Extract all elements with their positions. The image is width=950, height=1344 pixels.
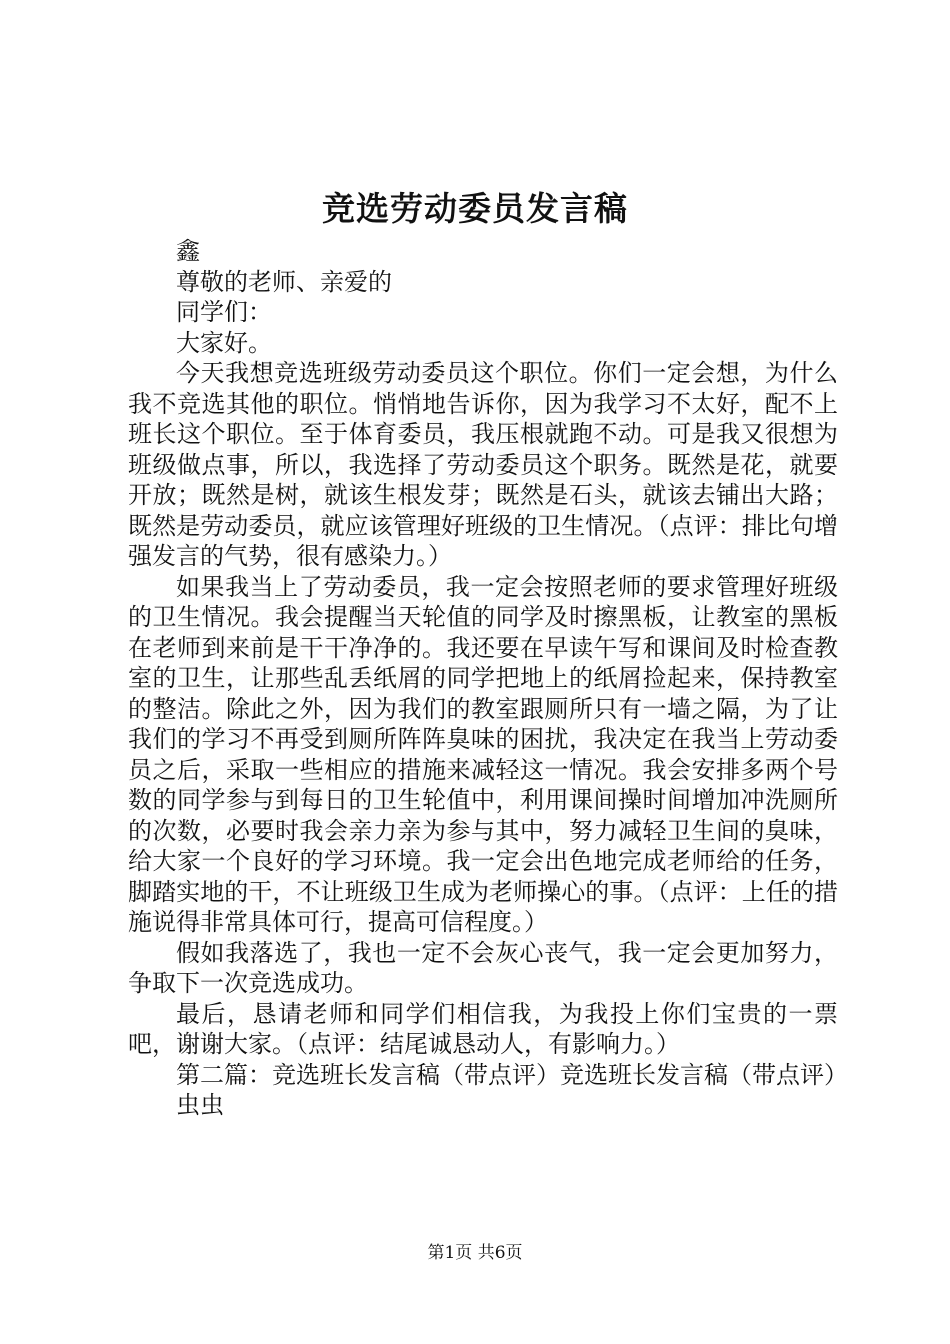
greeting: 大家好。 bbox=[176, 328, 272, 357]
salutation-line-1: 尊敬的老师、亲爱的 bbox=[176, 267, 392, 296]
second-author-name: 虫虫 bbox=[176, 1091, 224, 1119]
section-heading-second: 第二篇：竞选班长发言稿（带点评）竞选班长发言稿（带点评） bbox=[176, 1060, 848, 1089]
paragraph-intro: 今天我想竞选班级劳动委员这个职位。你们一定会想，为什么我不竞选其他的职位。悄悄地告诉你，因为我学习不太好，配不上班长这个职位。至于体育委员，我压根就跑不动。可是我又很想为班级做点事，所以，我选择了劳动委员这个职务。既然是花，就要开放；既然是树，就该生根发芽；既然是石头，就该去铺出大路；既然是劳动委员，就应该管理好班级的卫生情况。（点评：排比句增强发言的气势，很有感染力。） bbox=[128, 359, 838, 570]
document-body bbox=[128, 236, 848, 1121]
salutation-line-2: 同学们： bbox=[176, 298, 272, 326]
document-title: 竞选劳动委员发言稿 bbox=[322, 189, 628, 228]
author-name: 鑫 bbox=[176, 237, 200, 265]
paragraph-plans: 如果我当上了劳动委员，我一定会按照老师的要求管理好班级的卫生情况。我会提醒当天轮值的同学及时擦黑板，让教室的黑板在老师到来前是干干净净的。我还要在早读午写和课间及时检查教室的卫生，让那些乱丢纸屑的同学把地上的纸屑捡起来，保持教室的整洁。除此之外，因为我们的教室跟厕所只有一墙之隔，为了让我们的学习不再受到厕所阵阵臭味的困扰，我决定在我当上劳动委员之后，采取一些相应的措施来减轻这一情况。我会安排多两个号数的同学参与到每日的卫生轮值中，利用课间操时间增加冲洗厕所的次数，必要时我会亲力亲为参与其中，努力减轻卫生间的臭味，给大家一个良好的学习环境。我一定会出色地完成老师给的任务，脚踏实地的干，不让班级卫生成为老师操心的事。（点评：上任的措施说得非常具体可行，提高可信程度。） bbox=[128, 572, 838, 936]
page-footer: 第1页 共6页 bbox=[427, 1243, 523, 1263]
paragraph-if-lose: 假如我落选了，我也一定不会灰心丧气，我一定会更加努力，争取下一次竞选成功。 bbox=[128, 938, 838, 997]
paragraph-closing: 最后，恳请老师和同学们相信我，为我投上你们宝贵的一票吧，谢谢大家。（点评：结尾诚恳动人，有影响力。） bbox=[128, 999, 838, 1058]
